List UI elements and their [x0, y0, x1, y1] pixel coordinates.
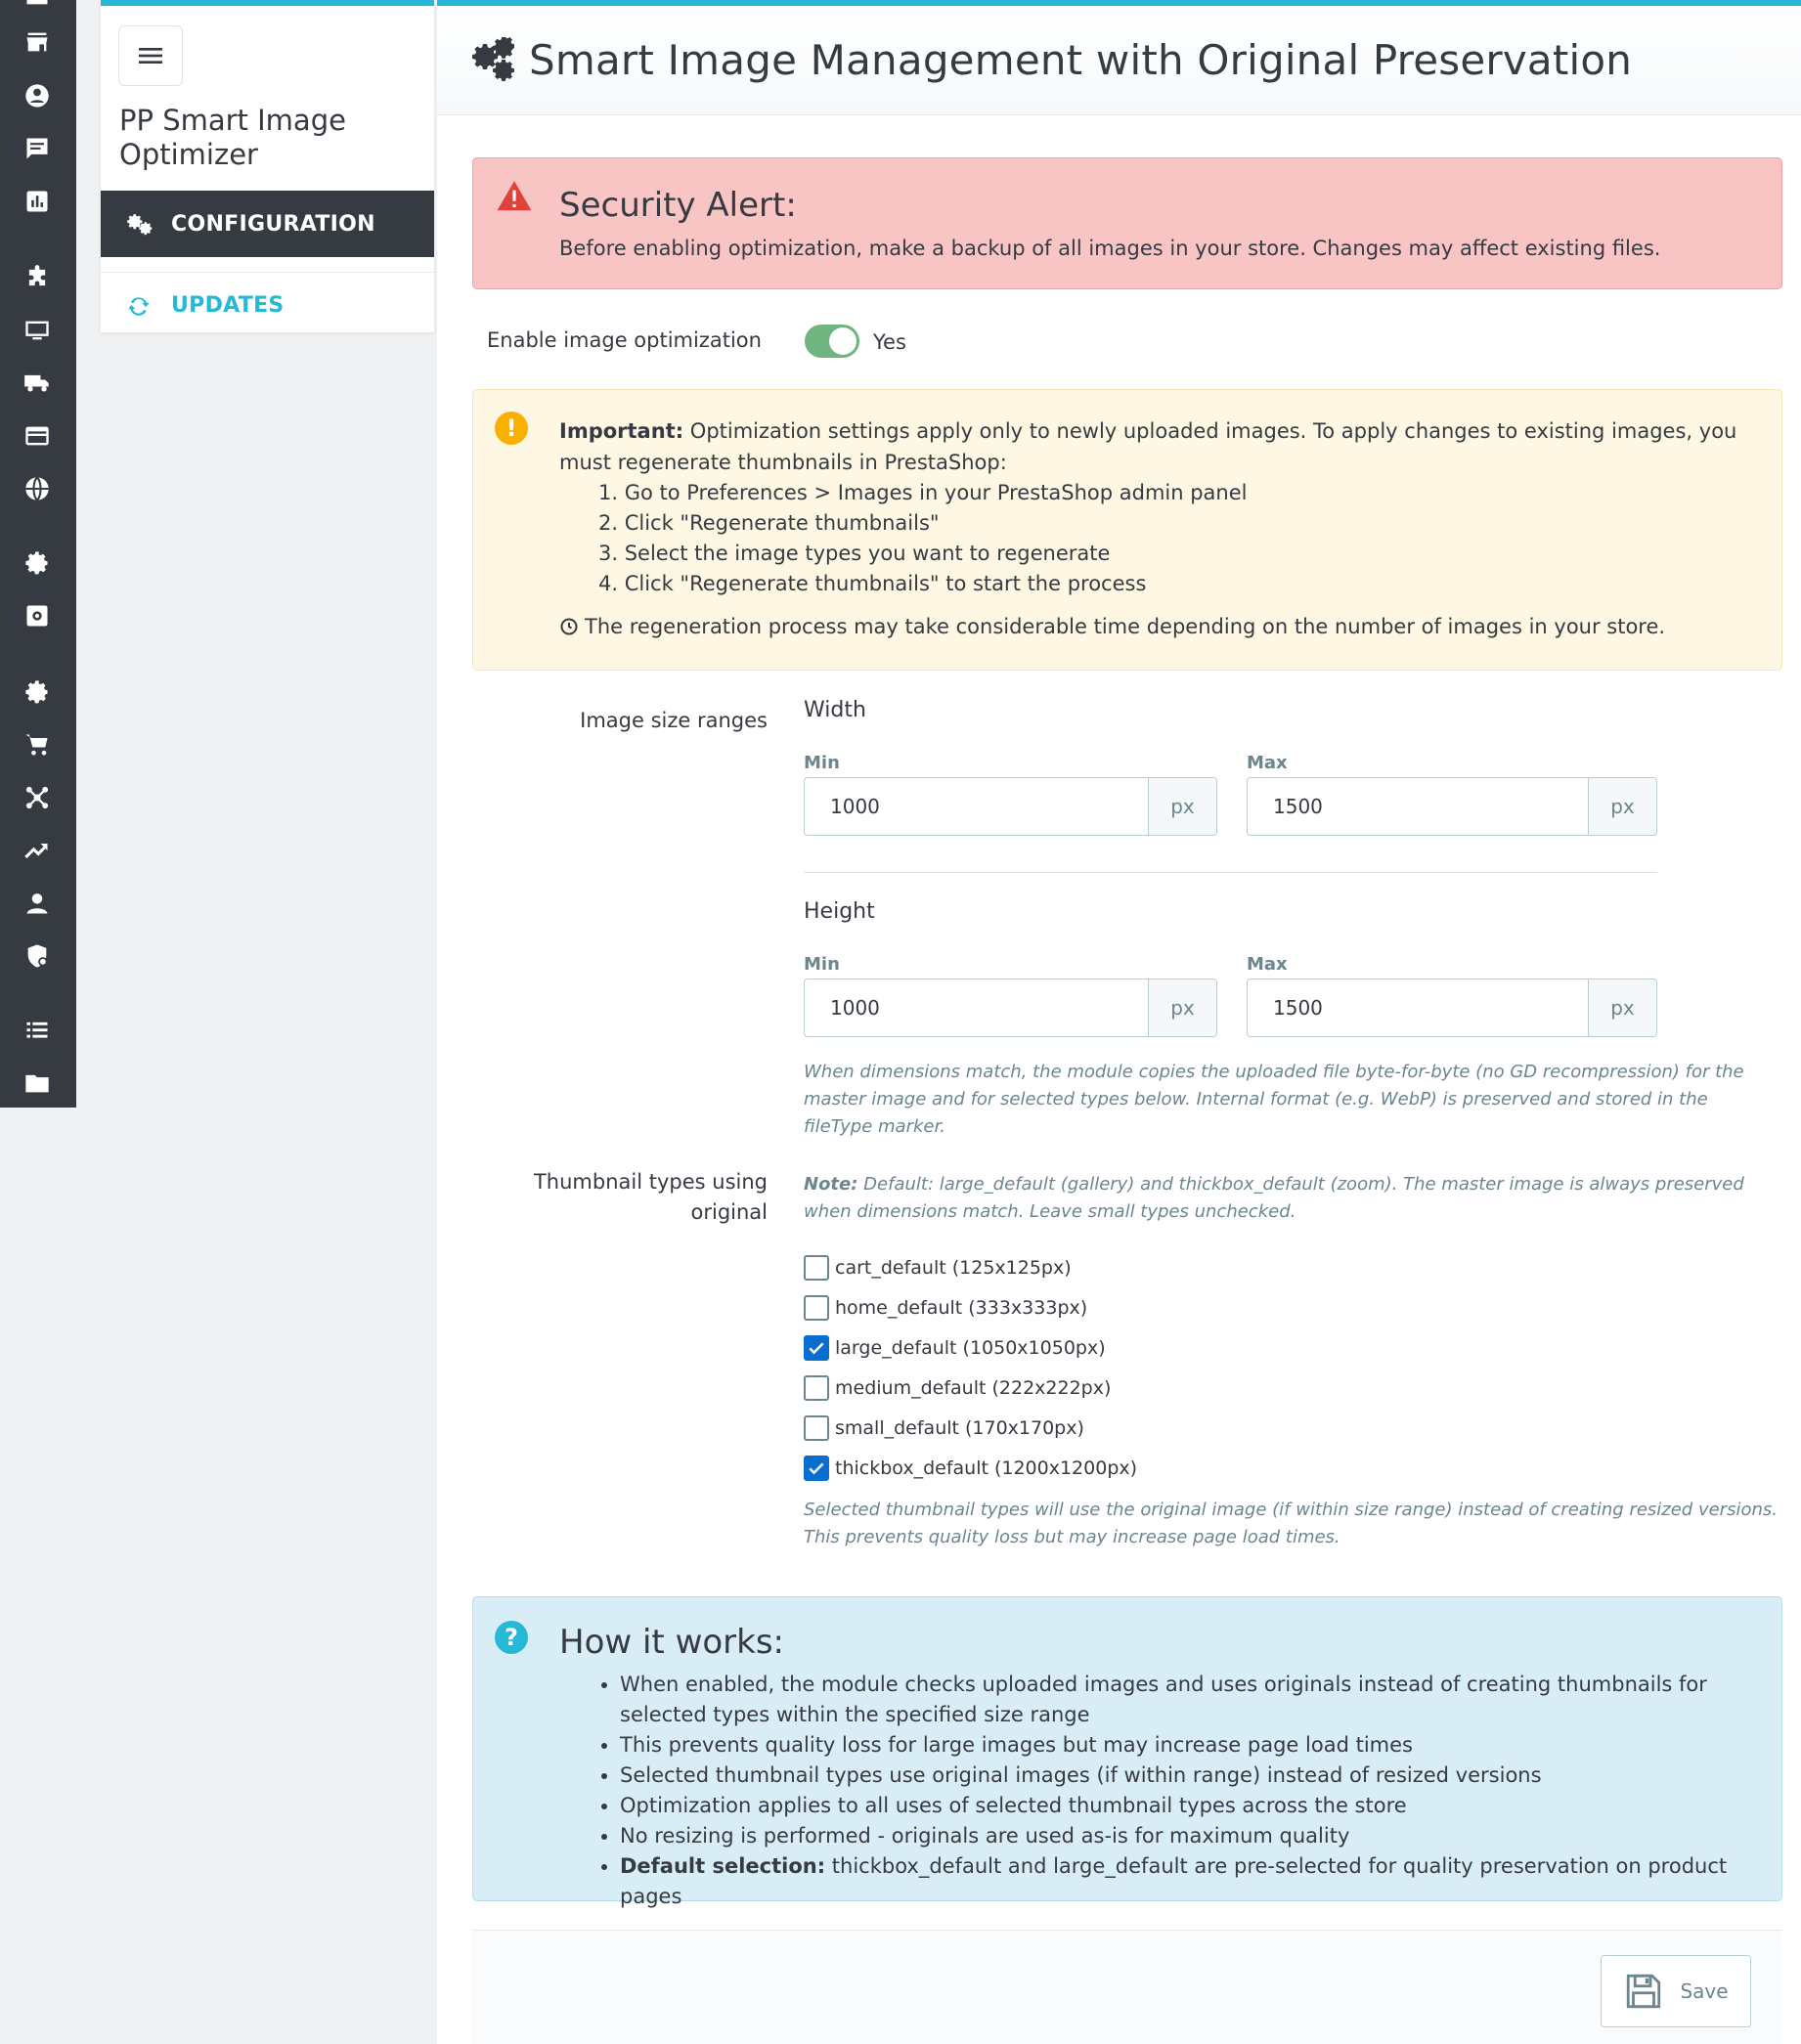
gears-icon [470, 37, 517, 84]
security-alert-body: Before enabling optimization, make a backup of all images in your store. Changes may affect existing files. [559, 237, 1661, 260]
list-icon[interactable] [22, 1015, 53, 1046]
list-item: • When enabled, the module checks uploaded images and uses originals instead of creating thumbnails for selected types within the specified size range [620, 1670, 1764, 1730]
design-icon[interactable] [22, 315, 53, 346]
tab-configuration[interactable] [101, 191, 434, 257]
refresh-icon [126, 293, 152, 319]
enable-toggle[interactable] [805, 325, 859, 358]
divider [804, 872, 1657, 873]
shipping-icon[interactable] [22, 368, 53, 399]
admin-icon-rail [0, 0, 76, 1108]
tab-updates[interactable] [101, 272, 434, 338]
thumb-option-label: small_default (170x170px) [835, 1417, 1084, 1439]
important-body: Optimization settings apply only to newly uploaded images. To apply changes to existing images, you must regenerate thumbnails in PrestaShop: [559, 419, 1737, 474]
trending-icon[interactable] [22, 835, 53, 866]
thumb-types-label: Thumbnail types using original [533, 1170, 768, 1224]
thumb-option-label: large_default (1050x1050px) [835, 1337, 1106, 1359]
thumb-option-label: medium_default (222x222px) [835, 1377, 1112, 1399]
checkbox[interactable] [804, 1255, 829, 1281]
page-title: Smart Image Management with Original Preservation [529, 36, 1633, 84]
enable-label: Enable image optimization [487, 328, 762, 352]
regeneration-note [559, 615, 1665, 638]
clock-icon [559, 617, 579, 636]
checkbox-checked[interactable] [804, 1456, 829, 1481]
step-item: 3. Select the image types you want to regenerate [598, 542, 1111, 565]
panel-header [437, 6, 1801, 115]
cart-icon[interactable] [22, 729, 53, 761]
check-icon [807, 1338, 826, 1358]
payment-icon[interactable] [22, 420, 53, 452]
size-ranges-label: Image size ranges [580, 709, 768, 732]
gears-icon [126, 210, 154, 238]
checkbox[interactable] [804, 1375, 829, 1401]
warning-icon [495, 178, 534, 215]
checkbox[interactable] [804, 1415, 829, 1441]
thumb-option-small-default[interactable] [804, 1414, 1084, 1442]
toggle-knob [829, 327, 857, 355]
check-icon [807, 1458, 826, 1478]
height-min-value[interactable]: 1000 [830, 996, 880, 1020]
folder-icon[interactable] [22, 1067, 53, 1099]
international-icon[interactable] [22, 473, 53, 504]
thumb-option-home-default[interactable] [804, 1294, 1087, 1322]
important-lead: Important: [559, 419, 684, 443]
important-alert [472, 389, 1782, 671]
list-item: • No resizing is performed - originals are used as-is for maximum quality [620, 1821, 1764, 1851]
checkbox[interactable] [804, 1295, 829, 1321]
list-item: • Optimization applies to all uses of selected thumbnail types across the store [620, 1791, 1764, 1821]
exclamation-icon: ! [495, 412, 528, 445]
menu-toggle-button[interactable] [118, 25, 183, 86]
security-alert-title: Security Alert: [559, 186, 797, 225]
step-item: 4. Click "Regenerate thumbnails" to start the process [598, 572, 1147, 595]
size-help-text: When dimensions match, the module copies the uploaded file byte-for-byte (no GD recompression) for the master image and for selected types below. Internal format (e.g. WebP) is preserved and stored in the fileType marker. [804, 1062, 1744, 1137]
px-addon: px [1148, 778, 1216, 835]
default-selection-text: thickbox_default and large_default are pre-selected for quality preservation on product pages [620, 1854, 1728, 1908]
config-panel [437, 0, 1801, 2044]
thumb-note-body: Default: large_default (gallery) and thickbox_default (zoom). The master image is always preserved when dimensions match. Leave small types unchecked. [804, 1174, 1744, 1222]
width-max-input[interactable] [1247, 777, 1657, 836]
important-text [559, 415, 1762, 478]
height-min-input[interactable] [804, 979, 1217, 1037]
thumb-option-label: home_default (333x333px) [835, 1297, 1088, 1319]
width-min-value[interactable]: 1000 [830, 795, 880, 818]
width-min-input[interactable] [804, 777, 1217, 836]
store-icon[interactable] [22, 26, 53, 58]
user-icon[interactable] [22, 888, 53, 919]
save-button[interactable] [1601, 1955, 1751, 2027]
thumb-note [804, 1171, 1781, 1226]
how-it-works-alert [472, 1596, 1782, 1908]
modules-icon[interactable] [22, 262, 53, 293]
width-min-label: Min [804, 753, 840, 773]
height-max-input[interactable] [1247, 979, 1657, 1037]
px-addon: px [1588, 979, 1656, 1036]
dashboard-icon[interactable] [22, 0, 53, 18]
customer-icon[interactable] [22, 80, 53, 111]
messages-icon[interactable] [22, 133, 53, 164]
gear-icon[interactable] [22, 676, 53, 708]
stats-icon[interactable] [22, 186, 53, 217]
thumb-option-label: cart_default (125x125px) [835, 1257, 1072, 1279]
thumb-option-medium-default[interactable] [804, 1374, 1111, 1402]
height-min-label: Min [804, 954, 840, 975]
checkbox-checked[interactable] [804, 1335, 829, 1361]
width-max-label: Max [1247, 753, 1288, 773]
advanced-settings-icon[interactable] [22, 600, 53, 631]
default-selection-lead: Default selection: [620, 1854, 826, 1878]
list-item [620, 1851, 1764, 1912]
px-addon: px [1588, 778, 1656, 835]
enable-toggle-value: Yes [873, 330, 906, 354]
module-title: PP Smart Image Optimizer [119, 104, 346, 171]
tab-updates-label: UPDATES [171, 293, 285, 318]
panel-footer [472, 1930, 1782, 2044]
width-heading: Width [804, 698, 866, 722]
security-alert [472, 157, 1782, 289]
step-item: 2. Click "Regenerate thumbnails" [598, 511, 940, 535]
security-icon[interactable] [22, 940, 53, 972]
module-sidebar [101, 0, 434, 332]
regeneration-note-text: The regeneration process may take considerable time depending on the number of images in your store. [585, 615, 1666, 638]
step-item: 1. Go to Preferences > Images in your PrestaShop admin panel [598, 481, 1248, 504]
how-it-works-list [620, 1670, 1764, 1912]
save-button-label: Save [1680, 1979, 1729, 2003]
height-heading: Height [804, 899, 875, 924]
list-item: • This prevents quality loss for large images but may increase page load times [620, 1730, 1764, 1761]
height-max-value[interactable]: 1500 [1273, 996, 1323, 1020]
floppy-disk-icon [1623, 1971, 1664, 2012]
height-max-label: Max [1247, 954, 1288, 975]
px-addon: px [1148, 979, 1216, 1036]
thumb-option-thickbox-default[interactable] [804, 1455, 1137, 1482]
thumb-note-lead: Note: [804, 1174, 858, 1195]
regenerate-steps [598, 478, 1247, 599]
tab-configuration-label: CONFIGURATION [171, 211, 375, 237]
hamburger-icon [135, 40, 166, 71]
thumb-option-large-default[interactable] [804, 1334, 1106, 1362]
thumb-help-text: Selected thumbnail types will use the original image (if within size range) instead of creating resized versions. This prevents quality loss but may increase page load times. [804, 1500, 1778, 1547]
network-icon[interactable] [22, 782, 53, 813]
thumb-option-label: thickbox_default (1200x1200px) [835, 1457, 1138, 1479]
width-max-value[interactable]: 1500 [1273, 795, 1323, 818]
thumb-option-cart-default[interactable] [804, 1254, 1072, 1282]
question-icon: ? [495, 1621, 528, 1654]
list-item: • Selected thumbnail types use original images (if within range) instead of resized versions [620, 1761, 1764, 1791]
settings-icon[interactable] [22, 547, 53, 579]
how-it-works-title: How it works: [559, 1623, 785, 1662]
